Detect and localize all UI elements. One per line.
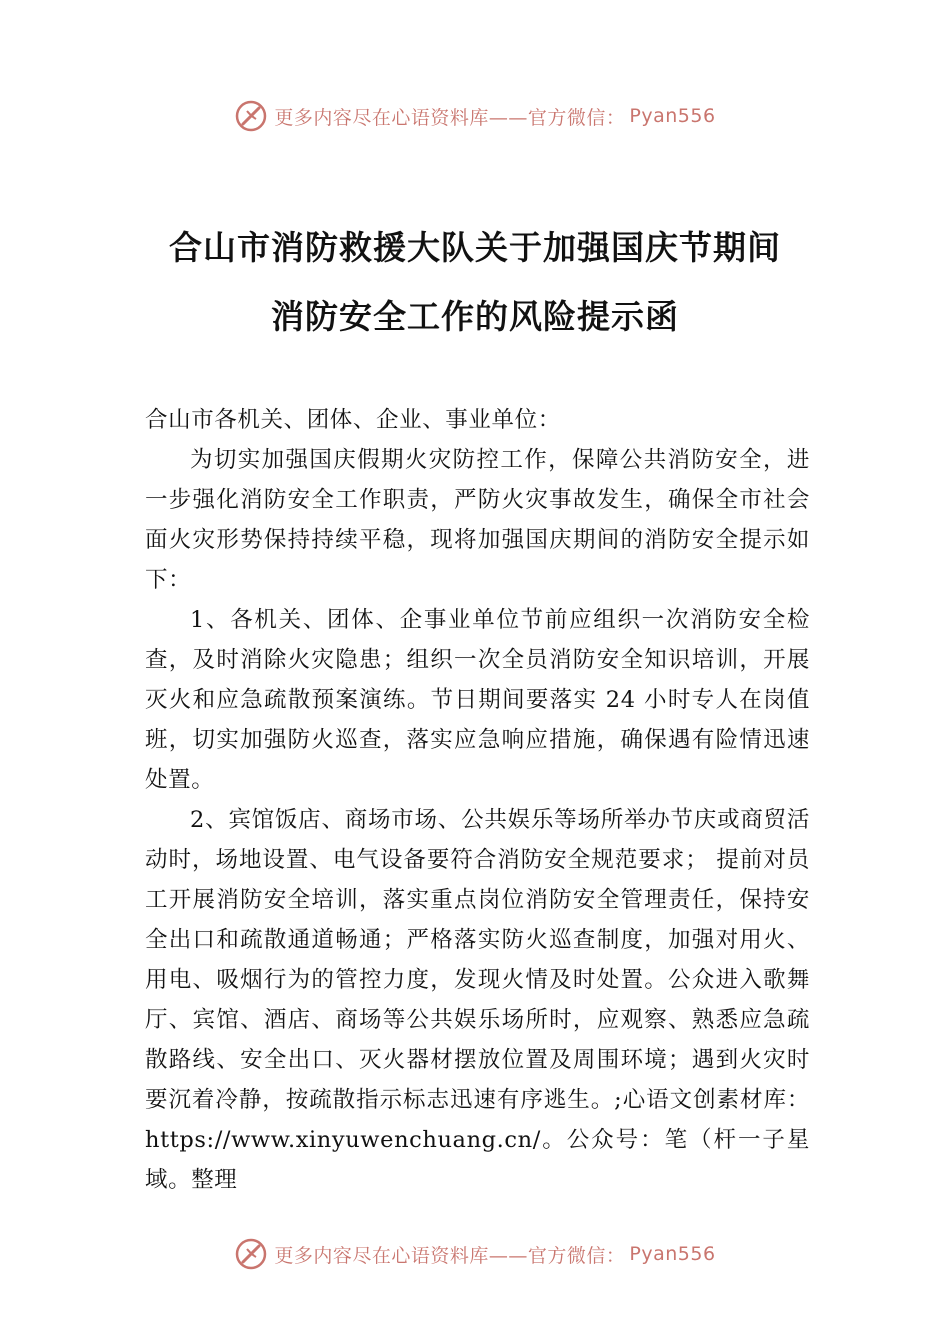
- document-body: [145, 400, 810, 1200]
- intro-paragraph: 为切实加强国庆假期火灾防控工作，保障公共消防安全，进一步强化消防安全工作职责，严防火灾事故发生，确保全市社会面火灾形势保持持续平稳，现将加强国庆期间的消防安全提示如下：: [145, 447, 810, 593]
- watermark-text: 更多内容尽在心语资料库——官方微信：: [274, 106, 626, 129]
- salutation: 合山市各机关、团体、企业、事业单位：: [145, 407, 561, 433]
- header-watermark: [0, 96, 950, 136]
- document-title-line-1: 合山市消防救援大队关于加强国庆节期间: [169, 228, 781, 267]
- footer-watermark: [0, 1234, 950, 1274]
- item-1-paragraph: 1、各机关、团体、企事业单位节前应组织一次消防安全检查，及时消除火灾隐患；组织一次全员消防安全知识培训，开展灭火和应急疏散预案演练。节日期间要落实 24 小时专人在岗值班，切实加强防火巡查，落实应急响应措施，确保遇有险情迅速处置。: [145, 607, 810, 793]
- watermark-logo-icon: [234, 99, 268, 133]
- watermark-handle: Pyan556: [629, 105, 716, 127]
- watermark-handle: Pyan556: [629, 1243, 716, 1265]
- watermark-logo-icon: [234, 1237, 268, 1271]
- document-title-line-2: 消防安全工作的风险提示函: [271, 297, 679, 336]
- item-2-paragraph: 2、宾馆饭店、商场市场、公共娱乐等场所举办节庆或商贸活动时，场地设置、电气设备要符合消防安全规范要求； 提前对员工开展消防安全培训，落实重点岗位消防安全管理责任，保持安全出口和疏散通道畅通；严格落实防火巡查制度，加强对用火、用电、吸烟行为的管控力度，发现火情及时处置。公众进入歌舞厅、宾馆、酒店、商场等公共娱乐场所时，应观察、熟悉应急疏散路线、安全出口、灭火器材摆放位置及周围环境；遇到火灾时要沉着冷静，按疏散指示标志迅速有序逃生。;心语文创素材库：https://www.xinyuwenchuang.cn/。公众号：笔（杆一子星域。整理: [145, 807, 810, 1193]
- watermark-text: 更多内容尽在心语资料库——官方微信：: [274, 1244, 626, 1267]
